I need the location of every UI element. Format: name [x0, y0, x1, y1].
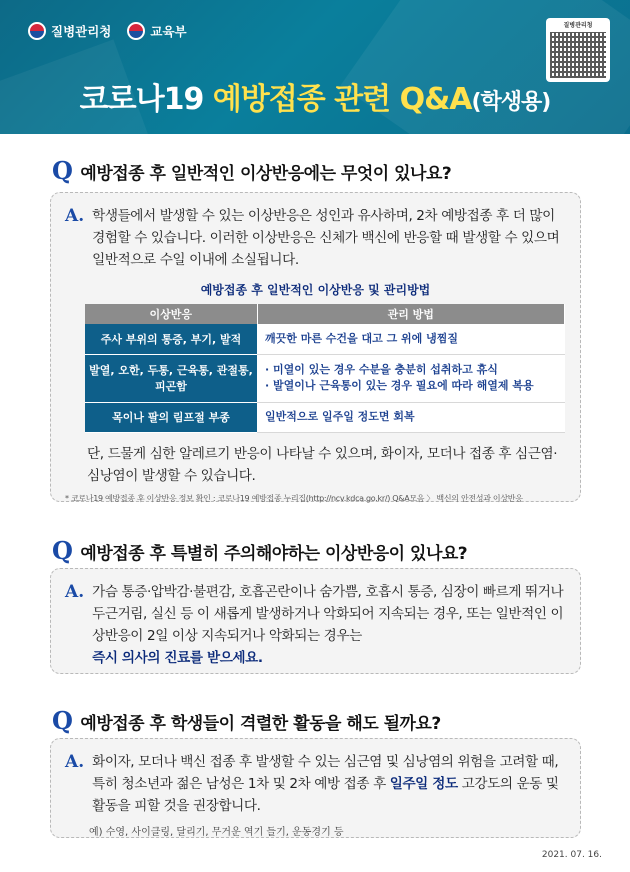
question-2: [52, 536, 467, 565]
answer-1-text: 학생들에서 발생할 수 있는 이상반응은 성인과 유사하며, 2차 예방접종 후 더 많이 경험할 수 있습니다. 이러한 이상반응은 신체가 백신에 반응할 때 발생할 수 있으며 일반적으로 수일 이내에 소실됩니다.: [92, 208, 560, 268]
taeguk-icon: [127, 22, 145, 40]
answer-2-box: [50, 568, 581, 674]
question-3: [52, 706, 441, 735]
table-row: 주사 부위의 통증, 부기, 발적 깨끗한 마른 수건을 대고 그 위에 냉찜질: [85, 324, 565, 354]
question-1-text: 예방접종 후 일반적인 이상반응에는 무엇이 있나요?: [80, 164, 452, 184]
side-effect-table: [85, 304, 565, 433]
answer-3-emphasis: 일주일 정도: [389, 776, 458, 792]
publish-date: 2021. 07. 16.: [541, 850, 602, 860]
answer-2-emphasis: 즉시 의사의 진료를 받으세요.: [92, 650, 263, 666]
header-banner: [0, 0, 630, 134]
moe-logo: 교육부: [127, 22, 186, 40]
question-3-text: 예방접종 후 학생들이 격렬한 활동을 해도 될까요?: [80, 714, 441, 734]
answer-3-text-end: 고강도의 운동 및 활동을 피할 것을 권장합니다.: [92, 776, 559, 814]
table-header-reaction: 이상반응: [85, 304, 257, 324]
taeguk-icon: [28, 22, 46, 40]
answer-marker: A.: [65, 206, 85, 226]
question-2-text: 예방접종 후 특별히 주의해야하는 이상반응이 있나요?: [80, 544, 468, 564]
qr-code[interactable]: [546, 18, 610, 82]
title-highlight: 예방접종 관련 Q&A: [212, 82, 472, 117]
question-marker: Q: [52, 536, 73, 565]
question-marker: Q: [52, 706, 73, 735]
answer-marker: A.: [65, 582, 85, 602]
qr-label: 질병관리청: [563, 22, 593, 29]
table-row: 발열, 오한, 두통, 근육통, 관절통, 피곤함 · 미열이 있는 경우 수분을 충분히 섭취하고 휴식 · 발열이나 근육통이 있는 경우 필요에 따라 해열제 복용: [85, 354, 565, 402]
activity-examples: 예) 수영, 사이클링, 달리기, 무거운 역기 들기, 운동경기 등: [89, 827, 344, 838]
kdca-logo: 질병관리청: [28, 22, 111, 40]
table-row: 목이나 팔의 림프절 부종 일반적으로 일주일 정도면 회복: [85, 402, 565, 432]
qr-code-icon: [550, 32, 606, 78]
agency-logos: [28, 22, 187, 40]
table-title: 예방접종 후 일반적인 이상반응 및 관리방법: [200, 283, 431, 297]
title-paren: (학생용): [471, 90, 551, 115]
answer-2-text: 가슴 통증·압박감·불편감, 호흡곤란이나 숨가쁨, 호흡시 통증, 심장이 빠르게 뛰거나 두근거림, 실신 등 이 새롭게 발생하거나 악화되어 지속되는 경우, 또는 일반적인 이상반응이 2일 이상 지속되거나 악화되는 경우는: [92, 584, 564, 644]
answer-marker: A.: [65, 752, 85, 772]
question-marker: Q: [52, 156, 73, 185]
page-title: 코로나19 예방접종 관련 Q&A(학생용): [79, 82, 551, 117]
source-note: * 코로나19 예방접종 후 이상반응 정보 확인 : 코로나19 예방접종 누리집(http://ncv.kdca.go.kr/) Q&A모음 〉 백신의 안전성과 이상반응: [65, 493, 523, 503]
question-1: [52, 156, 451, 185]
answer-3-text: 화이자, 모더나 백신 접종 후 발생할 수 있는 심근염 및 심낭염의 위험을 고려할 때, 특히 청소년과 젊은 남성은 1차 및 2차 예방 접종 후: [92, 754, 559, 792]
table-header-management: 관리 방법: [257, 304, 565, 324]
answer-3-box: [50, 738, 581, 838]
answer-1-box: [50, 192, 581, 502]
after-table-text: 단, 드물게 심한 알레르기 반응이 나타날 수 있으며, 화이자, 모더나 접종 후 심근염·심낭염이 발생할 수 있습니다.: [87, 445, 558, 484]
